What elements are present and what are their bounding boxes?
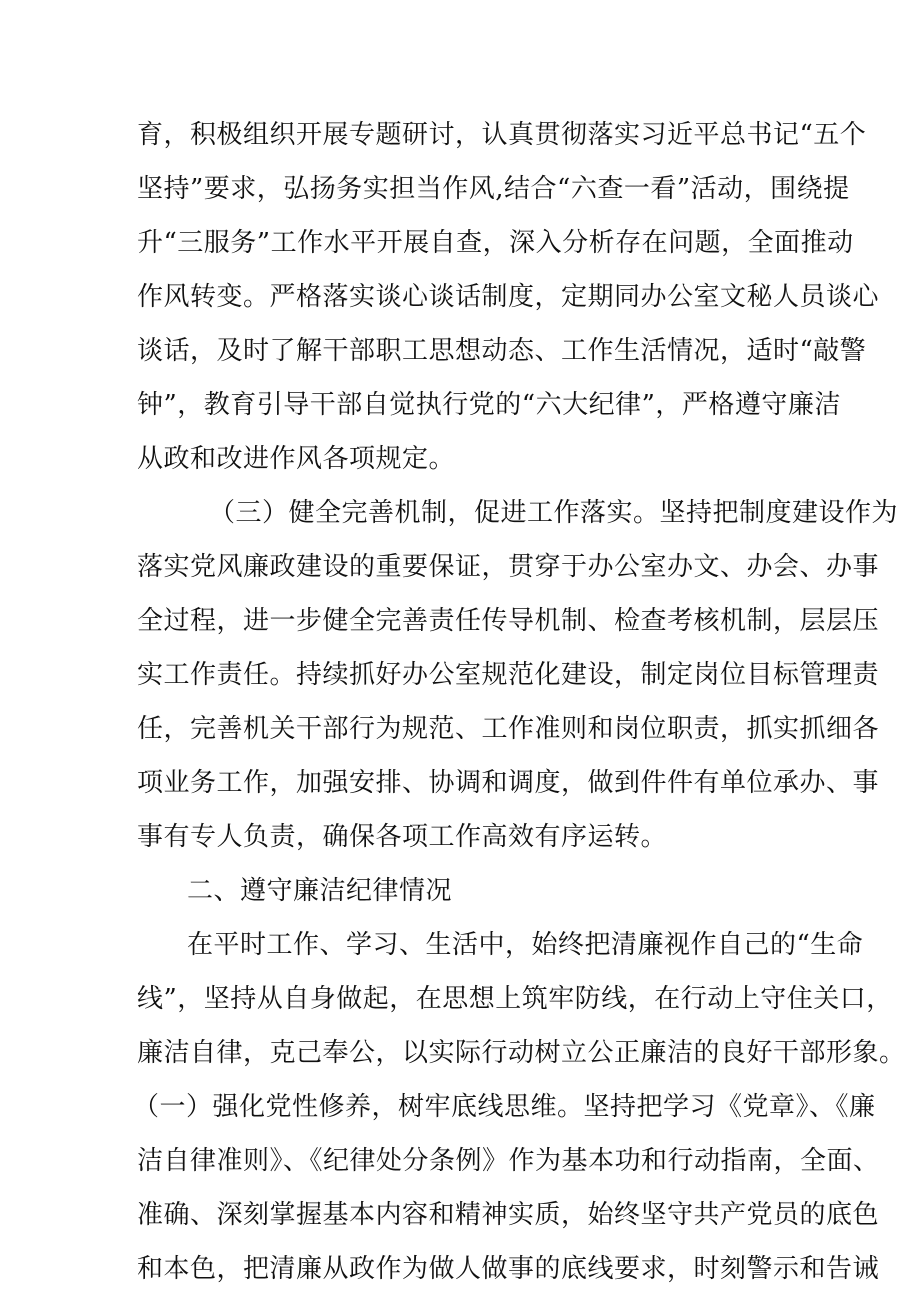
text-line: 坚持”要求，弘扬务实担当作风,结合“六查一看”活动，围绕提 xyxy=(137,174,850,204)
text-line: 线”，坚持从自身做起，在思想上筑牢防线，在行动上守住关口， xyxy=(137,984,893,1014)
text-line: 落实党风廉政建设的重要保证，贯穿于办公室办文、办会、办事 xyxy=(137,552,880,582)
text-line: 全过程，进一步健全完善责任传导机制、检查考核机制，层层压 xyxy=(137,606,880,636)
text-line: 任，完善机关干部行为规范、工作准则和岗位职责，抓实抓细各 xyxy=(137,714,880,744)
section-heading: 二、遵守廉洁纪律情况 xyxy=(187,876,453,906)
subsection-heading-line: （三）健全完善机制，促进工作落实。坚持把制度建设作为 xyxy=(209,498,899,528)
document-body xyxy=(133,108,906,1296)
text-line: 准确、深刻掌握基本内容和精神实质，始终坚守共产党员的底色 xyxy=(137,1200,880,1230)
text-line: 洁自律准则》、《纪律处分条例》作为基本功和行动指南，全面、 xyxy=(137,1146,880,1176)
text-line: 项业务工作，加强安排、协调和调度，做到件件有单位承办、事 xyxy=(137,768,880,798)
subsection-heading-line: （一）强化党性修养，树牢底线思维。坚持把学习《党章》、《廉 xyxy=(133,1092,876,1122)
paragraph-first-line: 在平时工作、学习、生活中，始终把清廉视作自己的“生命 xyxy=(187,930,864,960)
text-line: 升“三服务”工作水平开展自查，深入分析存在问题，全面推动 xyxy=(137,228,854,258)
text-line: 廉洁自律，克己奉公，以实际行动树立公正廉洁的良好干部形象。 xyxy=(137,1038,906,1068)
text-line: 作风转变。严格落实谈心谈话制度，定期同办公室文秘人员谈心 xyxy=(137,282,880,312)
text-line: 育，积极组织开展专题研讨，认真贯彻落实习近平总书记“五个 xyxy=(137,120,867,150)
text-line: 事有专人负责，确保各项工作高效有序运转。 xyxy=(137,822,668,852)
text-line: 和本色，把清廉从政作为做人做事的底线要求，时刻警示和告诫 xyxy=(137,1254,880,1284)
text-line: 钟”，教育引导干部自觉执行党的“六大纪律”，严格遵守廉洁 xyxy=(137,390,841,420)
text-line: 谈话，及时了解干部职工思想动态、工作生活情况，适时“敲警 xyxy=(137,336,867,366)
text-line: 从政和改进作风各项规定。 xyxy=(137,444,456,474)
text-line: 实工作责任。持续抓好办公室规范化建设，制定岗位目标管理责 xyxy=(137,660,880,690)
